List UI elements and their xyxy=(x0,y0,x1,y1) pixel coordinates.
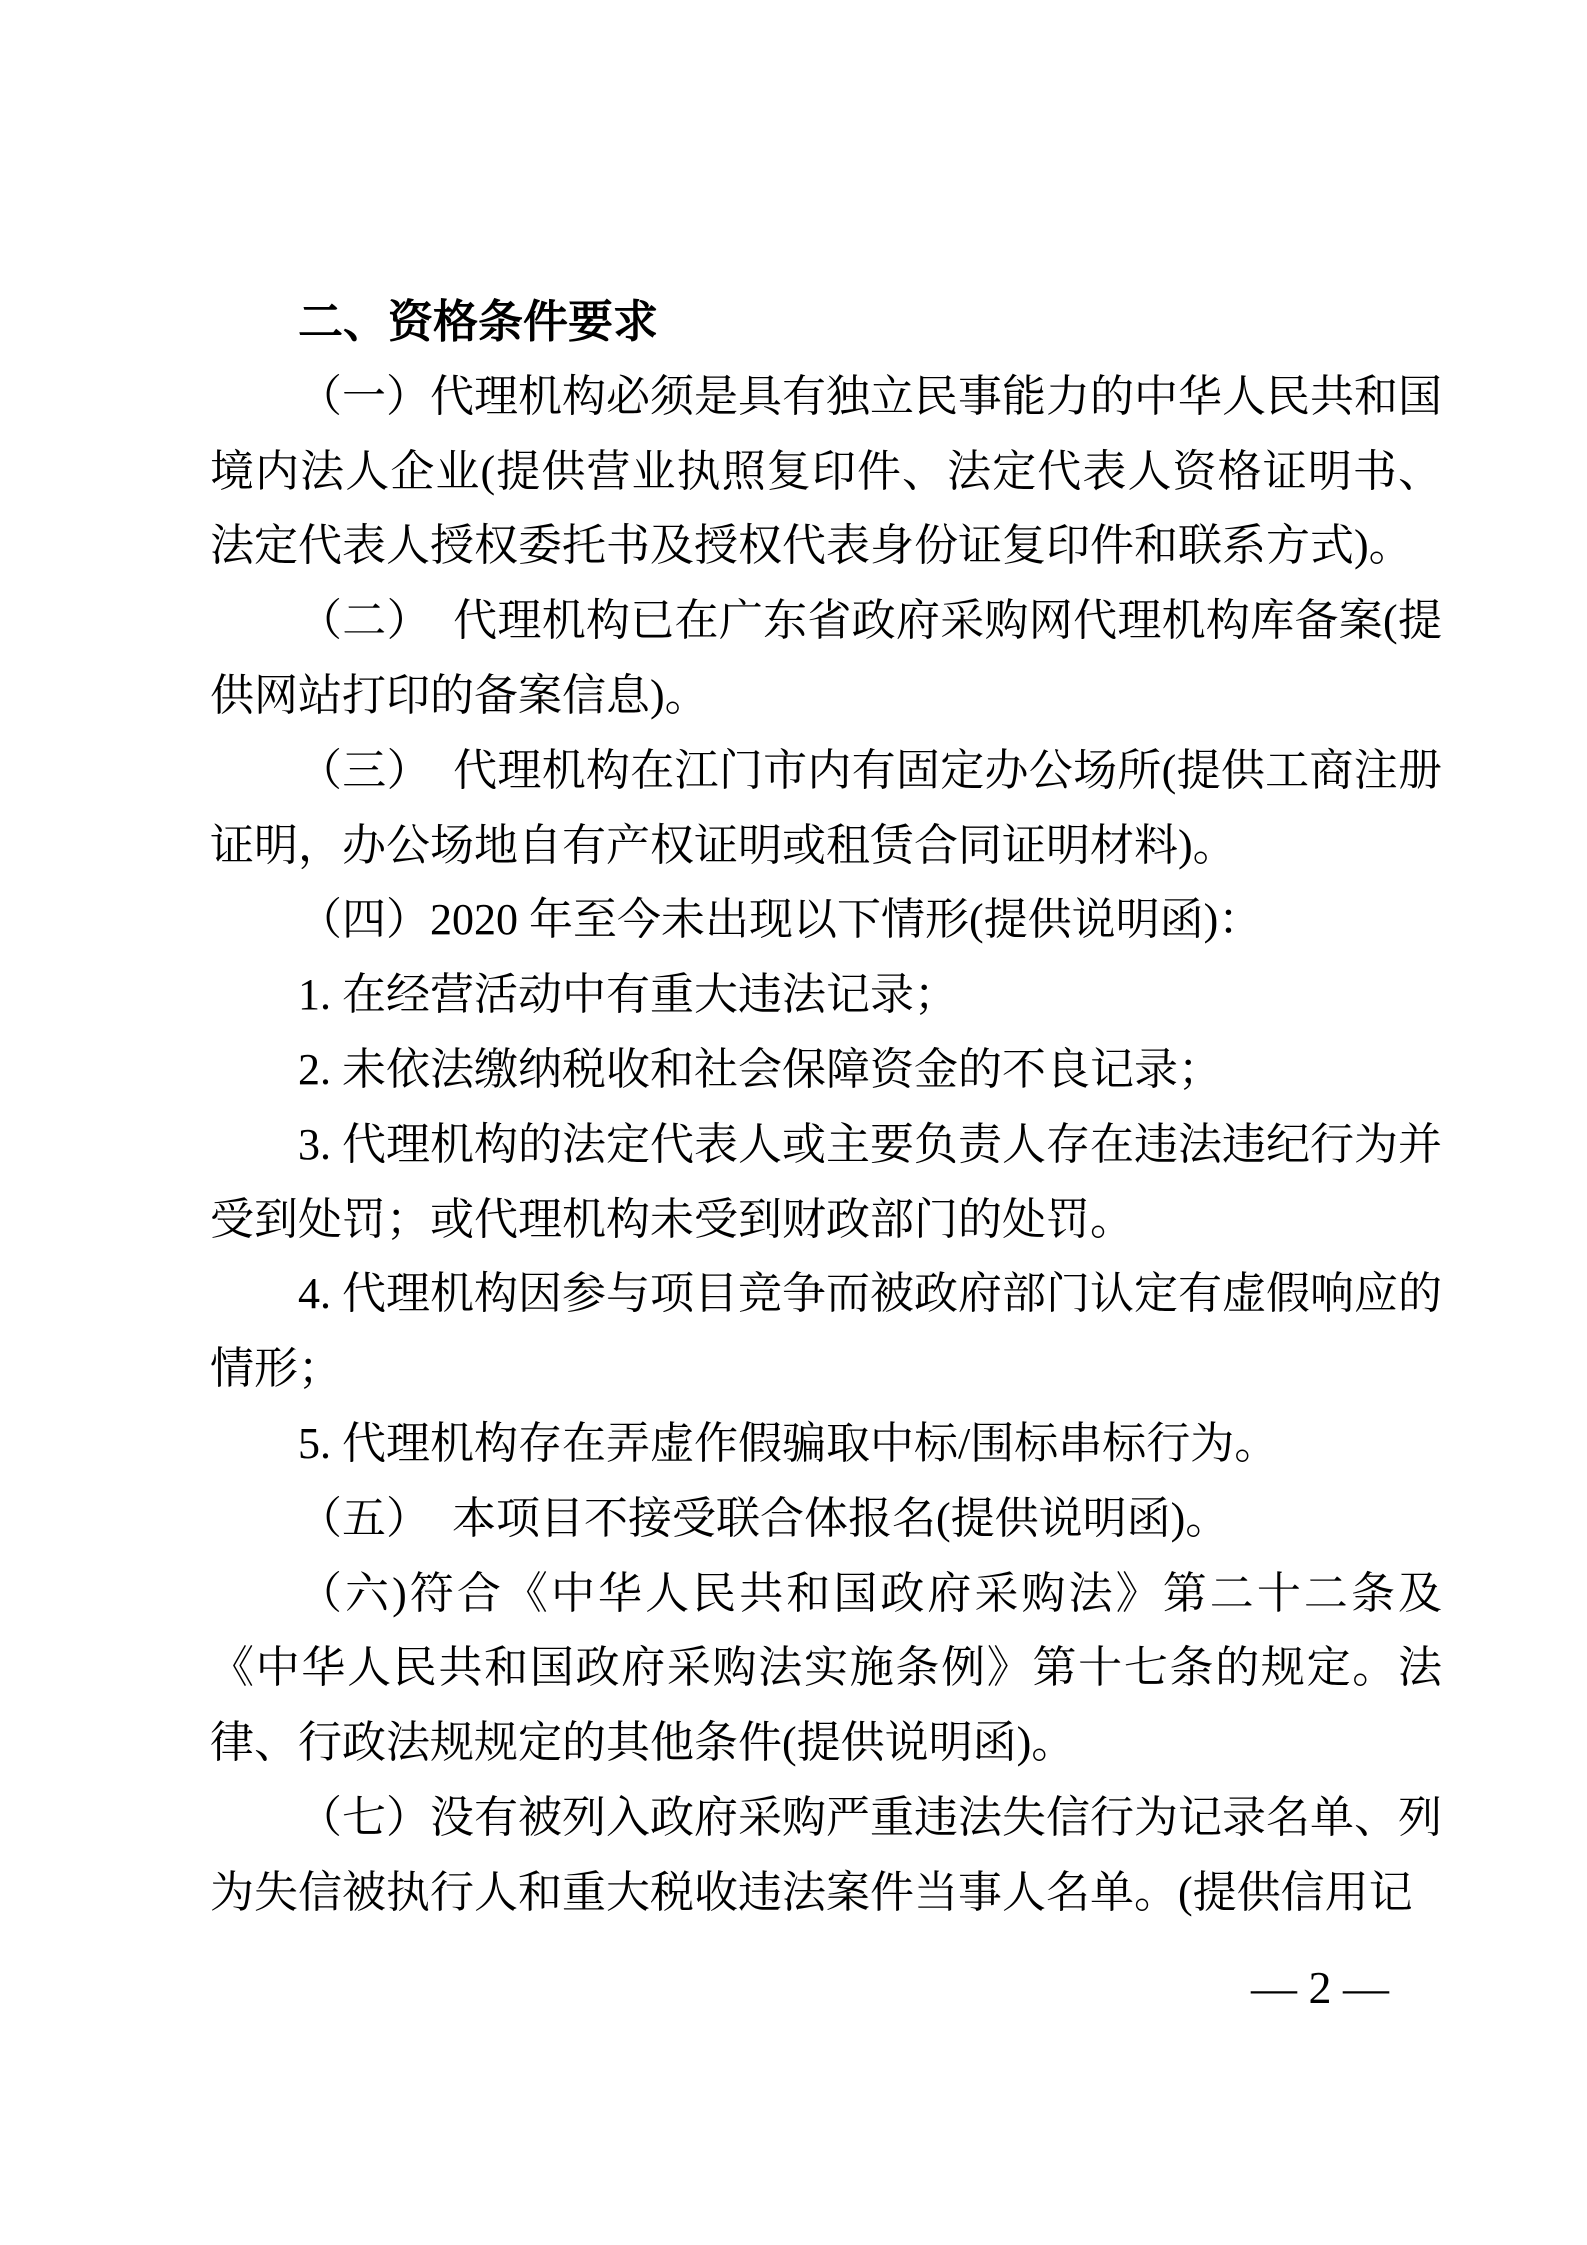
clause-4-item-2: 2. 未依法缴纳税收和社会保障资金的不良记录； xyxy=(298,1044,1222,1094)
clause-6-paragraph: （六)符合《中华人民共和国政府采购法》第二十二条及《中华人民共和国政府采购法实施条例》第十七条的规定。法律、行政法规规定的其他条件(提供说明函)。 xyxy=(210,1568,1442,1768)
page-number: — 2 — xyxy=(1251,1962,1389,2013)
clause-1-paragraph: （一）代理机构必须是具有独立民事能力的中华人民共和国境内法人企业(提供营业执照复印件、法定代表人资格证明书、法定代表人授权委托书及授权代表身份证复印件和联系方式)。 xyxy=(210,371,1442,571)
clause-4-item-4: 4. 代理机构因参与项目竞争而被政府部门认定有虚假响应的情形； xyxy=(210,1269,1442,1394)
clause-5-paragraph: （五） 本项目不接受联合体报名(提供说明函)。 xyxy=(298,1493,1230,1543)
clause-4-item-5: 5. 代理机构存在弄虚作假骗取中标/围标串标行为。 xyxy=(298,1418,1279,1468)
clause-4-paragraph: （四）2020 年至今未出现以下情形(提供说明函)： xyxy=(298,895,1263,945)
clause-2-paragraph: （二） 代理机构已在广东省政府采购网代理机构库备案(提供网站打印的备案信息)。 xyxy=(210,596,1442,720)
document-body xyxy=(210,285,1442,1931)
clause-3-paragraph: （三） 代理机构在江门市内有固定办公场所(提供工商注册证明，办公场地自有产权证明或租赁合同证明材料)。 xyxy=(210,745,1442,870)
clause-4-item-1: 1. 在经营活动中有重大违法记录； xyxy=(298,970,958,1020)
clause-4-item-3: 3. 代理机构的法定代表人或主要负责人存在违法违纪行为并受到处罚；或代理机构未受到财政部门的处罚。 xyxy=(210,1119,1442,1244)
section-heading: 二、资格条件要求 xyxy=(298,296,659,347)
clause-7-paragraph: （七）没有被列入政府采购严重违法失信行为记录名单、列为失信被执行人和重大税收违法案件当事人名单。(提供信用记 xyxy=(210,1792,1442,1917)
